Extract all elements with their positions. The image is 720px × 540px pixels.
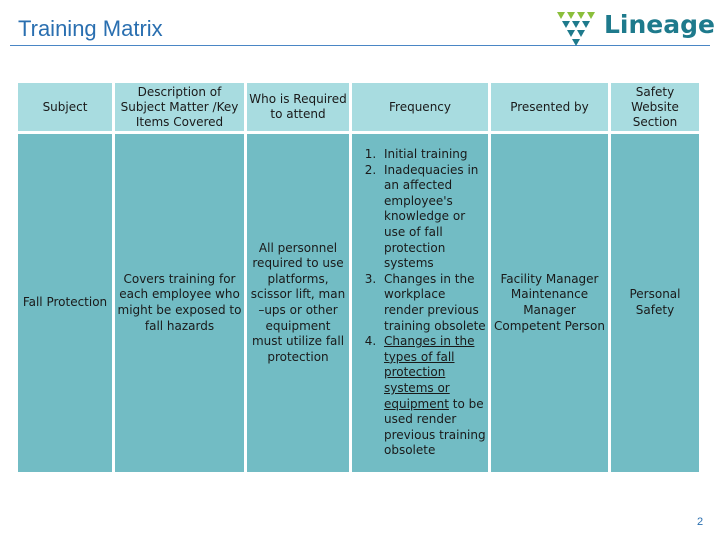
table-row	[18, 134, 699, 472]
page-title: Training Matrix	[18, 16, 163, 41]
frequency-item: 2. Inadequacies in an affected employee's knowledge or use of fall protection systems	[380, 163, 486, 272]
cell-subject: Fall Protection	[18, 134, 112, 472]
header-subject: Subject	[18, 83, 112, 134]
header-safety-section: Safety Website Section	[611, 83, 699, 134]
frequency-item: 1. Initial training	[380, 147, 486, 163]
frequency-item	[380, 334, 486, 459]
cell-presented-by: Facility Manager Maintenance Manager Competent Person	[491, 134, 608, 472]
logo-wordmark: Lineage	[604, 10, 715, 39]
table-header-row	[18, 83, 699, 134]
page-number: 2	[697, 516, 704, 528]
frequency-list	[354, 147, 486, 459]
cell-safety-section: Personal Safety	[611, 134, 699, 472]
cell-description: Covers training for each employee who might be exposed to fall hazards	[115, 134, 244, 472]
training-matrix-table	[15, 83, 702, 472]
header-frequency: Frequency	[352, 83, 488, 134]
header-presented-by: Presented by	[491, 83, 608, 134]
frequency-item-underlined: Changes in the types of fall protection systems or equipment	[384, 334, 475, 411]
frequency-item: 3. Changes in the workplace render previous training obsolete	[380, 272, 486, 334]
header-description: Description of Subject Matter /Key Items Covered	[115, 83, 244, 134]
cell-frequency	[352, 134, 488, 472]
cell-who-required: All personnel required to use platforms, scissor lift, man –ups or other equipment must utilize fall protection	[247, 134, 349, 472]
header-who-required: Who is Required to attend	[247, 83, 349, 134]
frequency-item-rest: to be used render previous training obsolete	[384, 396, 486, 458]
